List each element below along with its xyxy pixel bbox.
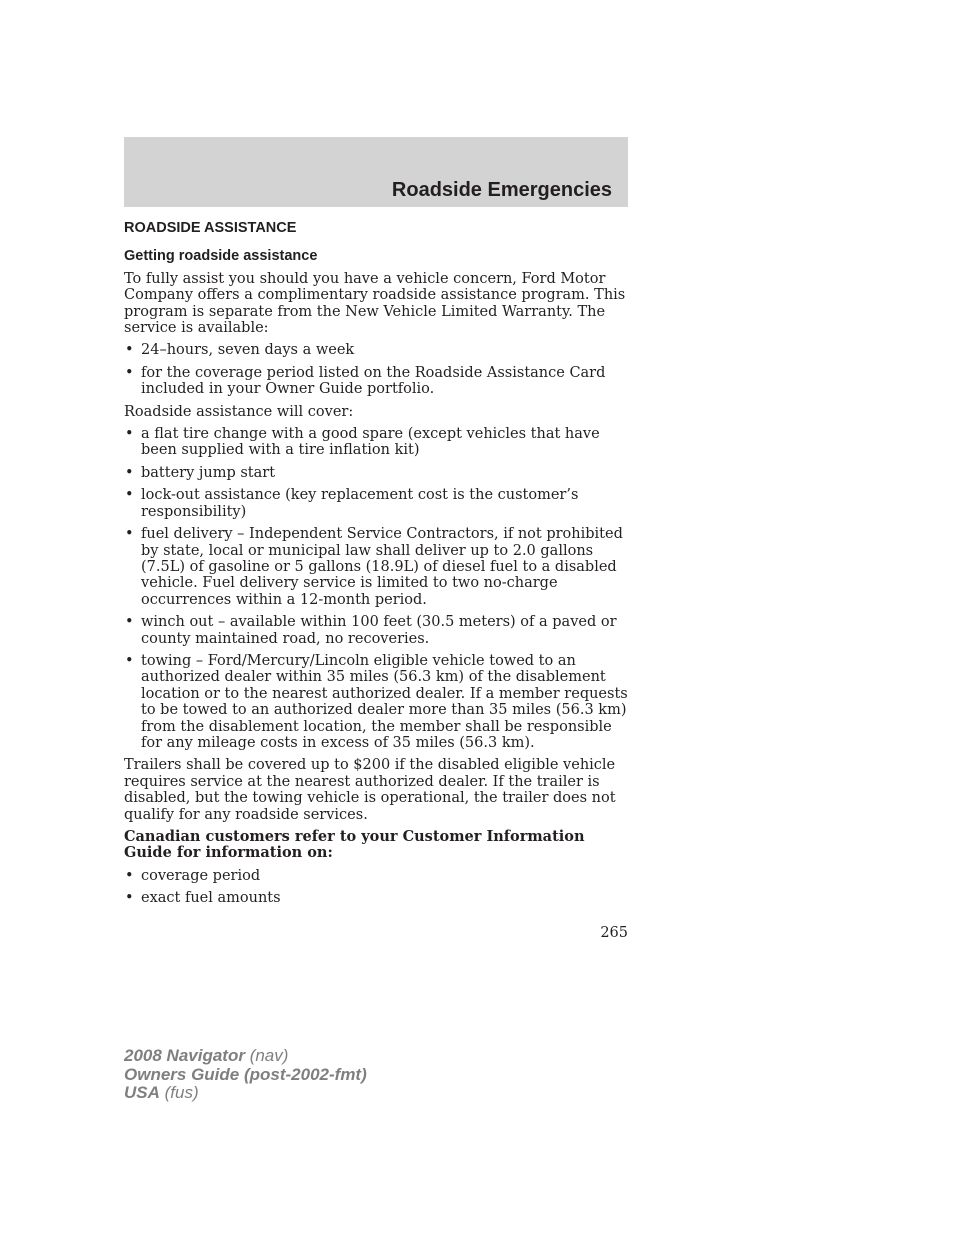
list-item: • for the coverage period listed on the Roadside Assistance Card included in your Owner Guide portfolio.	[124, 365, 630, 398]
chapter-title: Roadside Emergencies	[391, 179, 612, 201]
list-item: • coverage period	[124, 868, 630, 884]
section-heading: ROADSIDE ASSISTANCE	[124, 220, 297, 236]
intro-paragraph: To fully assist you should you have a vehicle concern, Ford Motor Company offers a complimentary roadside assistance program. This program is separate from the New Vehicle Limited Warranty. The service is available:	[124, 270, 626, 337]
cover-intro: Roadside assistance will cover:	[124, 403, 354, 420]
footer-line-model	[124, 1047, 367, 1066]
footer-line-market	[124, 1084, 367, 1103]
list-item: • lock-out assistance (key replacement cost is the customer’s responsibility)	[124, 487, 630, 520]
cover-list	[124, 426, 630, 751]
page-number: 265	[600, 925, 628, 941]
list-item: • 24–hours, seven days a week	[124, 342, 630, 358]
chapter-header-band	[124, 137, 628, 207]
page-content	[124, 220, 630, 913]
list-item: • towing – Ford/Mercury/Lincoln eligible vehicle towed to an authorized dealer within 35 miles (56.3 km) of the disablement location or to the nearest authorized dealer. If a member requests to be towed to an authorized dealer more than 35 miles (56.3 km) from the disablement location, the member shall be responsible for any mileage costs in excess of 35 miles (56.3 km).	[124, 653, 630, 751]
trailers-paragraph: Trailers shall be covered up to $200 if the disabled eligible vehicle requires service at the nearest authorized dealer. If the trailer is disabled, but the towing vehicle is operational, the trailer does not qualify for any roadside services.	[124, 757, 616, 823]
canadian-note: Canadian customers refer to your Customer Information Guide for information on:	[124, 828, 585, 862]
list-item: • fuel delivery – Independent Service Contractors, if not prohibited by state, local or municipal law shall deliver up to 2.0 gallons (7.5L) of gasoline or 5 gallons (18.9L) of diesel fuel to a disabled vehicle. Fuel delivery service is limited to two no-charge occurrences within a 12-month period.	[124, 526, 630, 608]
canadian-list	[124, 868, 630, 907]
list-item: • winch out – available within 100 feet (30.5 meters) of a paved or county maintained road, no recoveries.	[124, 614, 630, 647]
availability-list	[124, 342, 630, 397]
footer-guide: Owners Guide (post-2002-fmt)	[124, 1064, 367, 1084]
list-item: • battery jump start	[124, 465, 630, 481]
footer-market: USA	[124, 1083, 160, 1102]
document-footer	[124, 1047, 367, 1103]
footer-model-code: (nav)	[249, 1046, 289, 1065]
list-item: • exact fuel amounts	[124, 890, 630, 906]
footer-model: 2008 Navigator	[124, 1046, 245, 1065]
section-subheading: Getting roadside assistance	[124, 248, 318, 265]
list-item: • a flat tire change with a good spare (except vehicles that have been supplied with a tire inflation kit)	[124, 426, 630, 459]
footer-line-guide	[124, 1066, 367, 1085]
footer-market-code: (fus)	[164, 1083, 199, 1102]
